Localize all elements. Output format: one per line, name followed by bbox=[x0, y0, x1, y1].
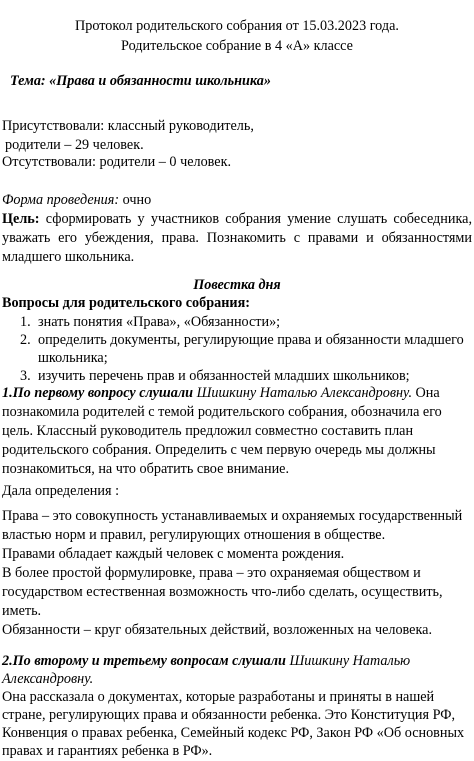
section-2-line-1 bbox=[2, 652, 410, 671]
goal-line-3: младшего школьника. bbox=[2, 249, 135, 265]
definitions-intro: Дала определения : bbox=[2, 483, 120, 499]
agenda-item-1-num: 1. bbox=[20, 314, 31, 330]
section-2-lead: 2.По второму и третьему вопросам слушали bbox=[2, 653, 286, 669]
section-1-line-1-rest: Она bbox=[412, 385, 440, 401]
section-1-line-4: родительского собрания. Определить с чем первую очередь мы должны bbox=[2, 442, 436, 458]
form-label: Форма проведения: bbox=[2, 192, 120, 208]
section-2-text-3: Конвенция о правах ребенка, Семейный кодекс РФ, Закон РФ «Об основных bbox=[2, 725, 465, 741]
section-2-text-2: стране, регулирующих права и обязанности ребенка. Это Конституция РФ, bbox=[2, 707, 455, 723]
section-1-speaker: Шишкину Наталью Александровну. bbox=[193, 385, 412, 401]
form-value: очно bbox=[119, 192, 152, 208]
meeting-topic: Тема: «Права и обязанности школьника» bbox=[10, 73, 271, 89]
section-1-line-2: познакомила родителей с темой родительского собрания, обозначила его bbox=[2, 404, 442, 420]
agenda-item-2-cont: школьника; bbox=[38, 350, 108, 366]
rights-simpler-3: иметь. bbox=[2, 603, 42, 619]
goal-text-1: сформировать у участников собрания умение слушать собеседника, bbox=[39, 211, 472, 227]
present-line-1: Присутствовали: классный руководитель, bbox=[2, 118, 254, 134]
section-1-lead: 1.По первому вопросу слушали bbox=[2, 385, 194, 401]
questions-heading: Вопросы для родительского собрания: bbox=[2, 295, 250, 311]
rights-definition-3: Правами обладает каждый человек с момента рождения. bbox=[2, 546, 345, 562]
rights-definition-2: властью норм и правил, регулирующих отношения в обществе. bbox=[2, 527, 386, 543]
agenda-item-1-text: знать понятия «Права», «Обязанности»; bbox=[38, 314, 281, 330]
protocol-title: Протокол родительского собрания от 15.03.2023 года. bbox=[75, 18, 399, 34]
section-1-line-3: цель. Классный руководитель предложил совместно составить план bbox=[2, 423, 414, 439]
meeting-subtitle: Родительское собрание в 4 «А» классе bbox=[121, 38, 353, 54]
present-line-2: родители – 29 человек. bbox=[5, 137, 144, 153]
agenda-item-3-num: 3. bbox=[20, 368, 31, 384]
rights-simpler-1: В более простой формулировке, права – это охраняемая обществом и bbox=[2, 565, 421, 581]
section-2-text-1: Она рассказала о документах, которые разработаны и приняты в нашей bbox=[2, 689, 435, 705]
section-2-speaker-1: Шишкину Наталью bbox=[285, 653, 411, 669]
goal-line-1 bbox=[2, 210, 472, 229]
agenda-heading: Повестка дня bbox=[193, 277, 281, 293]
meeting-form bbox=[2, 191, 151, 210]
goal-line-2: уважать его убеждения, права. Познакомить с правами и обязанностями bbox=[2, 230, 472, 246]
goal-label: Цель: bbox=[2, 211, 40, 227]
duties-definition: Обязанности – круг обязательных действий, возложенных на человека. bbox=[2, 622, 432, 638]
rights-definition-1: Права – это совокупность устанавливаемых и охраняемых государственный bbox=[2, 508, 463, 524]
agenda-item-2-text: определить документы, регулирующие права и обязанности младшего bbox=[38, 332, 464, 348]
absent-line: Отсутствовали: родители – 0 человек. bbox=[2, 154, 232, 170]
section-1-line-5: познакомиться, на что обратить свое внимание. bbox=[2, 461, 290, 477]
section-1-line-1 bbox=[2, 384, 440, 403]
section-2-text-4: правах и гарантиях ребенка в РФ». bbox=[2, 743, 213, 759]
rights-simpler-2: государством естественная возможность что-либо сделать, осуществить, bbox=[2, 584, 443, 600]
agenda-item-2-num: 2. bbox=[20, 332, 31, 348]
section-2-speaker-2: Александровну. bbox=[2, 671, 94, 687]
agenda-item-3-text: изучить перечень прав и обязанностей младших школьников; bbox=[38, 368, 410, 384]
